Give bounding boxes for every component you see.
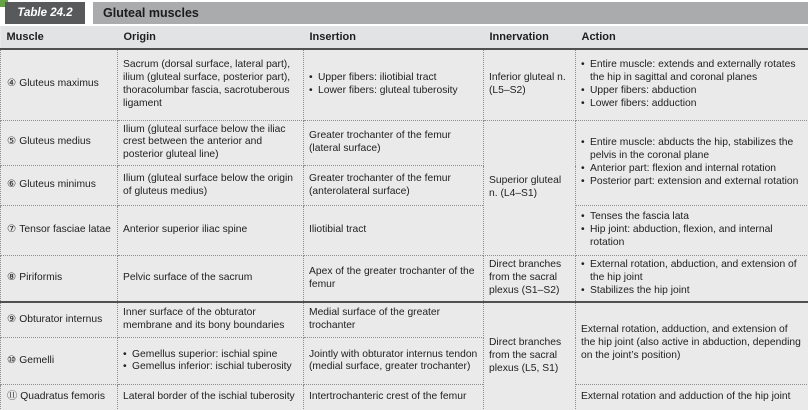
muscle-number: ④ (7, 78, 17, 90)
muscle-number: ⑨ (7, 313, 17, 325)
muscle-number: ⑩ (7, 354, 17, 366)
insertion-cell: Medial surface of the greater trochanter (304, 302, 484, 338)
muscle-cell (1, 256, 118, 302)
muscle-number: ⑤ (7, 136, 17, 148)
innervation-cell-merged: Superior gluteal n. (L4–S1) (484, 120, 576, 256)
muscle-cell (1, 120, 118, 166)
row-quadratus-femoris (1, 385, 808, 410)
bullet-list (581, 59, 803, 111)
muscle-cell (1, 206, 118, 256)
table-number-label: Table 24.2 (5, 2, 85, 24)
muscle-name: Gluteus medius (19, 136, 91, 148)
bullet-item: • Gemellus superior: ischial spine (123, 349, 298, 362)
muscle-name: Quadratus femoris (20, 391, 105, 403)
row-obturator-internus (1, 302, 808, 338)
column-header-row (1, 26, 808, 49)
insertion-cell: Jointly with obturator internus tendon (medial surface, greater trochanter) (304, 338, 484, 385)
bullet-list (309, 72, 478, 98)
column-header-action: Action (576, 26, 808, 49)
insertion-cell: Iliotibial tract (304, 206, 484, 256)
insertion-cell: Greater trochanter of the femur (anterolateral surface) (304, 166, 484, 206)
origin-cell: Lateral border of the ischial tuberosity (118, 385, 304, 410)
row-gluteus-maximus (1, 49, 808, 120)
bullet-item: • Upper fibers: iliotibial tract (309, 72, 478, 85)
origin-cell: Pelvic surface of the sacrum (118, 256, 304, 302)
muscle-number: ⑪ (7, 391, 18, 403)
bullet-item: • Lower fibers: adduction (581, 98, 803, 111)
action-cell (576, 49, 808, 120)
innervation-cell: Direct branches from the sacral plexus (S1–S2) (484, 256, 576, 302)
origin-cell: Anterior superior iliac spine (118, 206, 304, 256)
action-cell-merged: External rotation, adduction, and extension of the hip joint (also active in abduction, depending on the joint’s position) (576, 302, 808, 385)
muscle-name: Gluteus minimus (19, 179, 96, 191)
muscle-name: Piriformis (19, 272, 63, 284)
muscle-cell (1, 385, 118, 410)
muscle-cell (1, 49, 118, 120)
muscle-cell (1, 302, 118, 338)
origin-cell: Inner surface of the obturator membrane and its bony boundaries (118, 302, 304, 338)
column-header-origin: Origin (118, 26, 304, 49)
muscle-name: Gemelli (19, 354, 55, 366)
row-tensor-fasciae-latae (1, 206, 808, 256)
bullet-item: • Upper fibers: abduction (581, 85, 803, 98)
bullet-item: • Entire muscle: abducts the hip, stabilizes the pelvis in the coronal plane (581, 137, 803, 163)
action-cell (576, 256, 808, 302)
action-cell: External rotation and adduction of the hip joint (576, 385, 808, 410)
muscle-number: ⑧ (7, 272, 17, 284)
bullet-list (123, 349, 298, 375)
insertion-cell (304, 49, 484, 120)
bullet-list (581, 211, 803, 250)
insertion-cell: Intertrochanteric crest of the femur (304, 385, 484, 410)
bullet-item: • Tenses the fascia lata (581, 211, 803, 224)
bullet-item: • Hip joint: abduction, flexion, and internal rotation (581, 224, 803, 250)
gluteal-muscles-table (0, 26, 808, 410)
bullet-list (581, 259, 803, 298)
bullet-item: • Anterior part: flexion and internal rotation (581, 163, 803, 176)
action-cell (576, 206, 808, 256)
bullet-item: • Stabilizes the hip joint (581, 285, 803, 298)
row-gluteus-medius (1, 120, 808, 166)
bullet-item: • Entire muscle: extends and externally rotates the hip in sagittal and coronal planes (581, 59, 803, 85)
bullet-list (581, 137, 803, 189)
origin-cell: Ilium (gluteal surface below the iliac crest between the anterior and posterior gluteal line) (118, 120, 304, 166)
innervation-cell: Inferior gluteal n. (L5–S2) (484, 49, 576, 120)
bullet-item: • Gemellus inferior: ischial tuberosity (123, 361, 298, 374)
table-header-bar (0, 0, 808, 24)
muscle-name: Gluteus maximus (19, 78, 99, 90)
innervation-cell-merged: Direct branches from the sacral plexus (L5, S1) (484, 302, 576, 410)
muscle-number: ⑦ (7, 224, 17, 236)
column-header-muscle: Muscle (1, 26, 118, 49)
column-header-innervation: Innervation (484, 26, 576, 49)
table-title: Gluteal muscles (93, 2, 808, 24)
muscle-name: Obturator internus (19, 313, 103, 325)
muscle-name: Tensor fasciae latae (19, 224, 111, 236)
action-cell-merged (576, 120, 808, 206)
column-header-insertion: Insertion (304, 26, 484, 49)
origin-cell: Ilium (gluteal surface below the origin of gluteus medius) (118, 166, 304, 206)
origin-cell: Sacrum (dorsal surface, lateral part), ilium (gluteal surface, posterior part), thoracolumbar fascia, sacrotuberous ligament (118, 49, 304, 120)
bullet-item: • Lower fibers: gluteal tuberosity (309, 85, 478, 98)
origin-cell (118, 338, 304, 385)
bullet-item: • External rotation, abduction, and extension of the hip joint (581, 259, 803, 285)
bullet-item: • Posterior part: extension and external rotation (581, 176, 803, 189)
insertion-cell: Greater trochanter of the femur (lateral surface) (304, 120, 484, 166)
row-piriformis (1, 256, 808, 302)
muscle-cell (1, 166, 118, 206)
muscle-cell (1, 338, 118, 385)
insertion-cell: Apex of the greater trochanter of the femur (304, 256, 484, 302)
muscle-number: ⑥ (7, 179, 17, 191)
